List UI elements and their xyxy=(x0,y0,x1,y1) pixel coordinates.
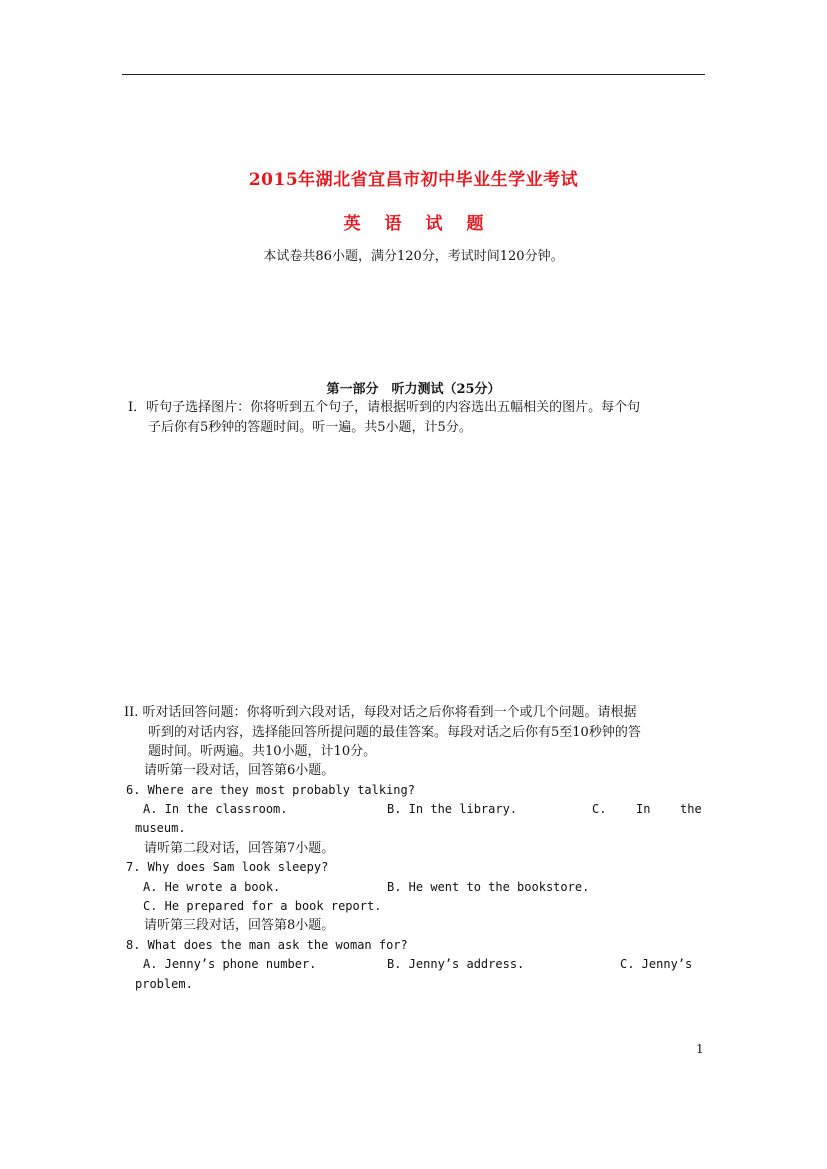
subject-char: 语 xyxy=(384,214,402,234)
subject-char: 试 xyxy=(425,214,443,234)
question-8: 8. What does the man ask the woman for? xyxy=(126,938,408,952)
option-7b: B. He went to the bookstore. xyxy=(387,880,590,894)
exam-subject xyxy=(0,209,827,234)
section1-instruction-line2: 子后你有5秒钟的答题时间。听一遍。共5小题，计5分。 xyxy=(148,420,472,435)
subject-char: 题 xyxy=(466,214,484,234)
question-6: 6. Where are they most probably talking? xyxy=(126,783,415,797)
part1-heading: 第一部分 听力测试（25分） xyxy=(326,382,501,397)
instruction-q8: 请听第三段对话，回答第8小题。 xyxy=(144,918,335,933)
option-6c-continued: museum. xyxy=(135,821,186,835)
section1-instruction-line1: Ⅰ．听句子选择图片：你将听到五个句子，请根据听到的内容选出五幅相关的图片。每个句 xyxy=(128,400,641,415)
option-6a: A. In the classroom. xyxy=(143,802,288,816)
option-8a: A. Jenny’s phone number. xyxy=(143,957,317,971)
option-6c-word: In xyxy=(636,802,651,816)
exam-title: 2015年湖北省宜昌市初中毕业生学业考试 xyxy=(248,170,579,190)
page-number: 1 xyxy=(696,1042,704,1056)
question-7: 7. Why does Sam look sleepy? xyxy=(126,860,329,874)
section2-instruction-line1: II. 听对话回答问题：你将听到六段对话，每段对话之后你将看到一个或几个问题。请根据 xyxy=(124,705,637,720)
subject-char: 英 xyxy=(343,214,361,234)
section2-instruction-line2: 听到的对话内容，选择能回答所提问题的最佳答案。每段对话之后你有5至10秒钟的答 xyxy=(148,725,641,740)
option-6b: B. In the library. xyxy=(387,802,518,816)
option-7a: A. He wrote a book. xyxy=(143,880,281,894)
option-8c: C. Jenny’s xyxy=(620,957,693,971)
option-6c-word: the xyxy=(680,802,702,816)
header-rule xyxy=(122,74,705,75)
section2-instruction-line3: 题时间。听两遍。共10小题，计10分。 xyxy=(148,744,377,759)
option-6c: C. xyxy=(592,802,607,816)
instruction-q7: 请听第二段对话，回答第7小题。 xyxy=(144,841,335,856)
option-7c: C. He prepared for a book report. xyxy=(143,899,382,913)
exam-intro: 本试卷共86小题，满分120分，考试时间120分钟。 xyxy=(263,249,564,264)
instruction-q6: 请听第一段对话，回答第6小题。 xyxy=(144,763,335,778)
option-8b: B. Jenny’s address. xyxy=(387,957,525,971)
option-8c-continued: problem. xyxy=(135,977,193,991)
